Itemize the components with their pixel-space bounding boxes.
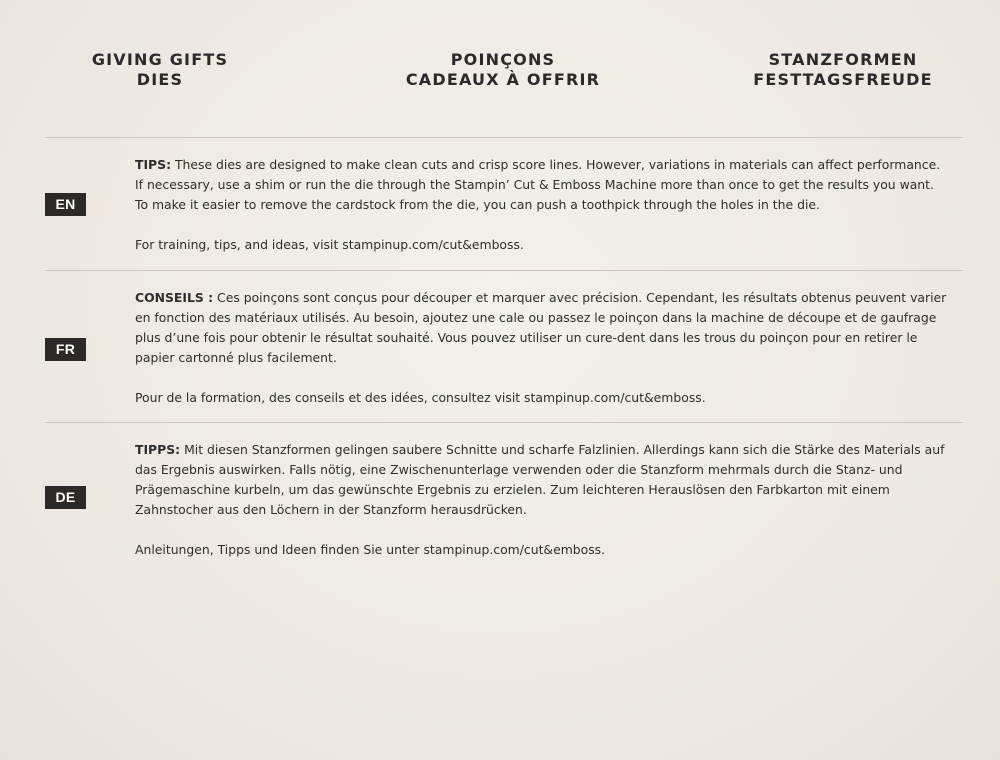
divider-en-fr [45, 270, 963, 271]
section-german-text [135, 440, 950, 560]
section-english-text [135, 155, 950, 255]
title-english-line2: DIES [136, 70, 184, 89]
tips-lead: TIPPS: [135, 442, 181, 457]
language-badge-fr: FR [45, 338, 86, 361]
language-badge-de: DE [45, 486, 86, 509]
title-german-line2: FESTTAGSFREUDE [753, 70, 933, 89]
title-english-line1: GIVING GIFTS [91, 50, 229, 69]
visit-line: Anleitungen, Tipps und Ideen finden Sie unter stampinup.com/cut&emboss. [135, 542, 606, 557]
tips-body: Ces poinçons sont conçus pour découper et marquer avec précision. Cependant, les résultats obtenus peuvent varier en fonction des matériaux utilisés. Au besoin, ajoutez une cale ou passez le poinçon dans la machine de découpe et de gaufrage plus d’une fois pour obtenir le résultat souhaité. Vous pouvez utiliser un cure-dent dans les trous du poinçon pour en retirer le papier cartonné plus facilement. [135, 290, 947, 365]
title-english [60, 50, 260, 90]
tips-lead: CONSEILS : [135, 290, 214, 305]
title-french-line1: POINÇONS [450, 50, 556, 69]
divider-top [45, 137, 963, 138]
tips-paragraph [135, 440, 950, 520]
divider-fr-de [45, 422, 963, 423]
header [0, 50, 1000, 100]
title-german-line1: STANZFORMEN [768, 50, 918, 69]
visit-line: Pour de la formation, des conseils et des idées, consultez visit stampinup.com/cut&emboss. [135, 390, 706, 405]
tips-body: Mit diesen Stanzformen gelingen saubere Schnitte und scharfe Falzlinien. Allerdings kann sich die Stärke des Materials auf das Ergebnis auswirken. Falls nötig, eine Zwischenunterlage verwenden oder die Stanzform mehrmals durch die Stanz- und Prägemaschine kurbeln, um das gewünschte Ergebnis zu erzielen. Zum leichteren Herauslösen den Farbkarton mit einem Zahnstocher aus den Löchern in der Stanzform herausdrücken. [135, 442, 945, 517]
tips-body: These dies are designed to make clean cuts and crisp score lines. However, variations in materials can affect performance. If necessary, use a shim or run the die through the Stampin’ Cut & Emboss Machine more than once to get the results you want. To make it easier to remove the cardstock from the die, you can push a toothpick through the holes in the die. [135, 157, 941, 212]
title-german [728, 50, 958, 90]
section-french-text [135, 288, 950, 408]
tips-paragraph [135, 155, 950, 215]
tips-paragraph [135, 288, 950, 368]
title-french [378, 50, 628, 90]
title-french-line2: CADEAUX À OFFRIR [405, 70, 601, 89]
language-badge-en: EN [45, 193, 86, 216]
tips-lead: TIPS: [135, 157, 172, 172]
visit-line: For training, tips, and ideas, visit stampinup.com/cut&emboss. [135, 237, 524, 252]
